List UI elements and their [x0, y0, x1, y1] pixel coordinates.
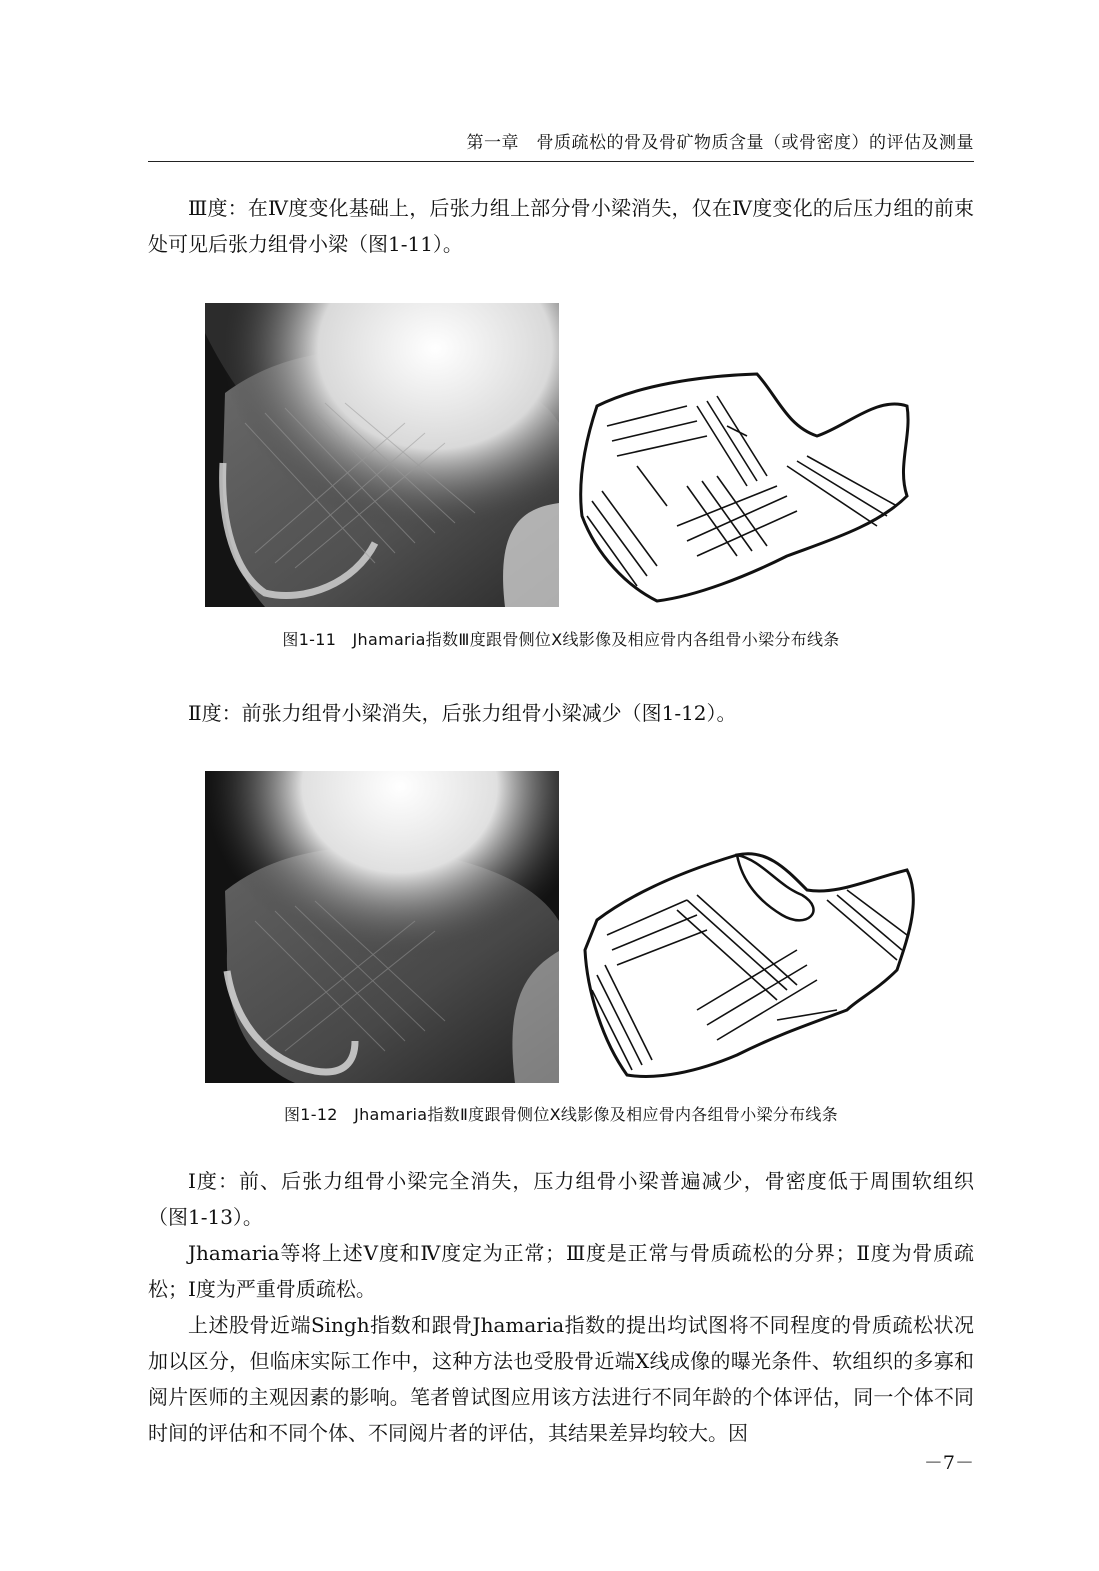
paragraph-grade-1: Ⅰ度：前、后张力组骨小梁完全消失，压力组骨小梁普遍减少，骨密度低于周围软组织（图1-13）。: [148, 1169, 974, 1229]
trabecular-drawing-fig-1-12: [577, 840, 937, 1085]
trabecular-drawing-fig-1-11: [577, 366, 917, 606]
running-head: 第一章 骨质疏松的骨及骨矿物质含量（或骨密度）的评估及测量: [466, 133, 974, 153]
header-rule: [148, 161, 974, 162]
caption-fig-1-12: 图1-12 Jhamaria指数Ⅱ度跟骨侧位X线影像及相应骨内各组骨小梁分布线条: [283, 1105, 839, 1124]
caption-fig-1-11: 图1-11 Jhamaria指数Ⅲ度跟骨侧位X线影像及相应骨内各组骨小梁分布线条: [282, 630, 840, 649]
xray-image-fig-1-11: [205, 303, 559, 607]
xray-image-fig-1-12: [205, 771, 559, 1083]
paragraph-discussion: 上述股骨近端Singh指数和跟骨Jhamaria指数的提出均试图将不同程度的骨质疏松状况加以区分，但临床实际工作中，这种方法也受股骨近端X线成像的曝光条件、软组织的多寡和阅片医师的主观因素的影响。笔者曾试图应用该方法进行不同年龄的个体评估，同一个体不同时间的评估和不同个体、不同阅片者的评估，其结果差异均较大。因: [148, 1313, 974, 1445]
paragraph-classification: Jhamaria等将上述Ⅴ度和Ⅳ度定为正常；Ⅲ度是正常与骨质疏松的分界；Ⅱ度为骨质疏松；Ⅰ度为严重骨质疏松。: [148, 1241, 974, 1301]
page-number: －7－: [923, 1452, 974, 1474]
paragraph-grade-2: Ⅱ度：前张力组骨小梁消失，后张力组骨小梁减少（图1-12）。: [188, 701, 737, 725]
paragraph-grade-3: Ⅲ度：在Ⅳ度变化基础上，后张力组上部分骨小梁消失，仅在Ⅳ度变化的后压力组的前束处可见后张力组骨小梁（图1-11）。: [148, 196, 974, 256]
